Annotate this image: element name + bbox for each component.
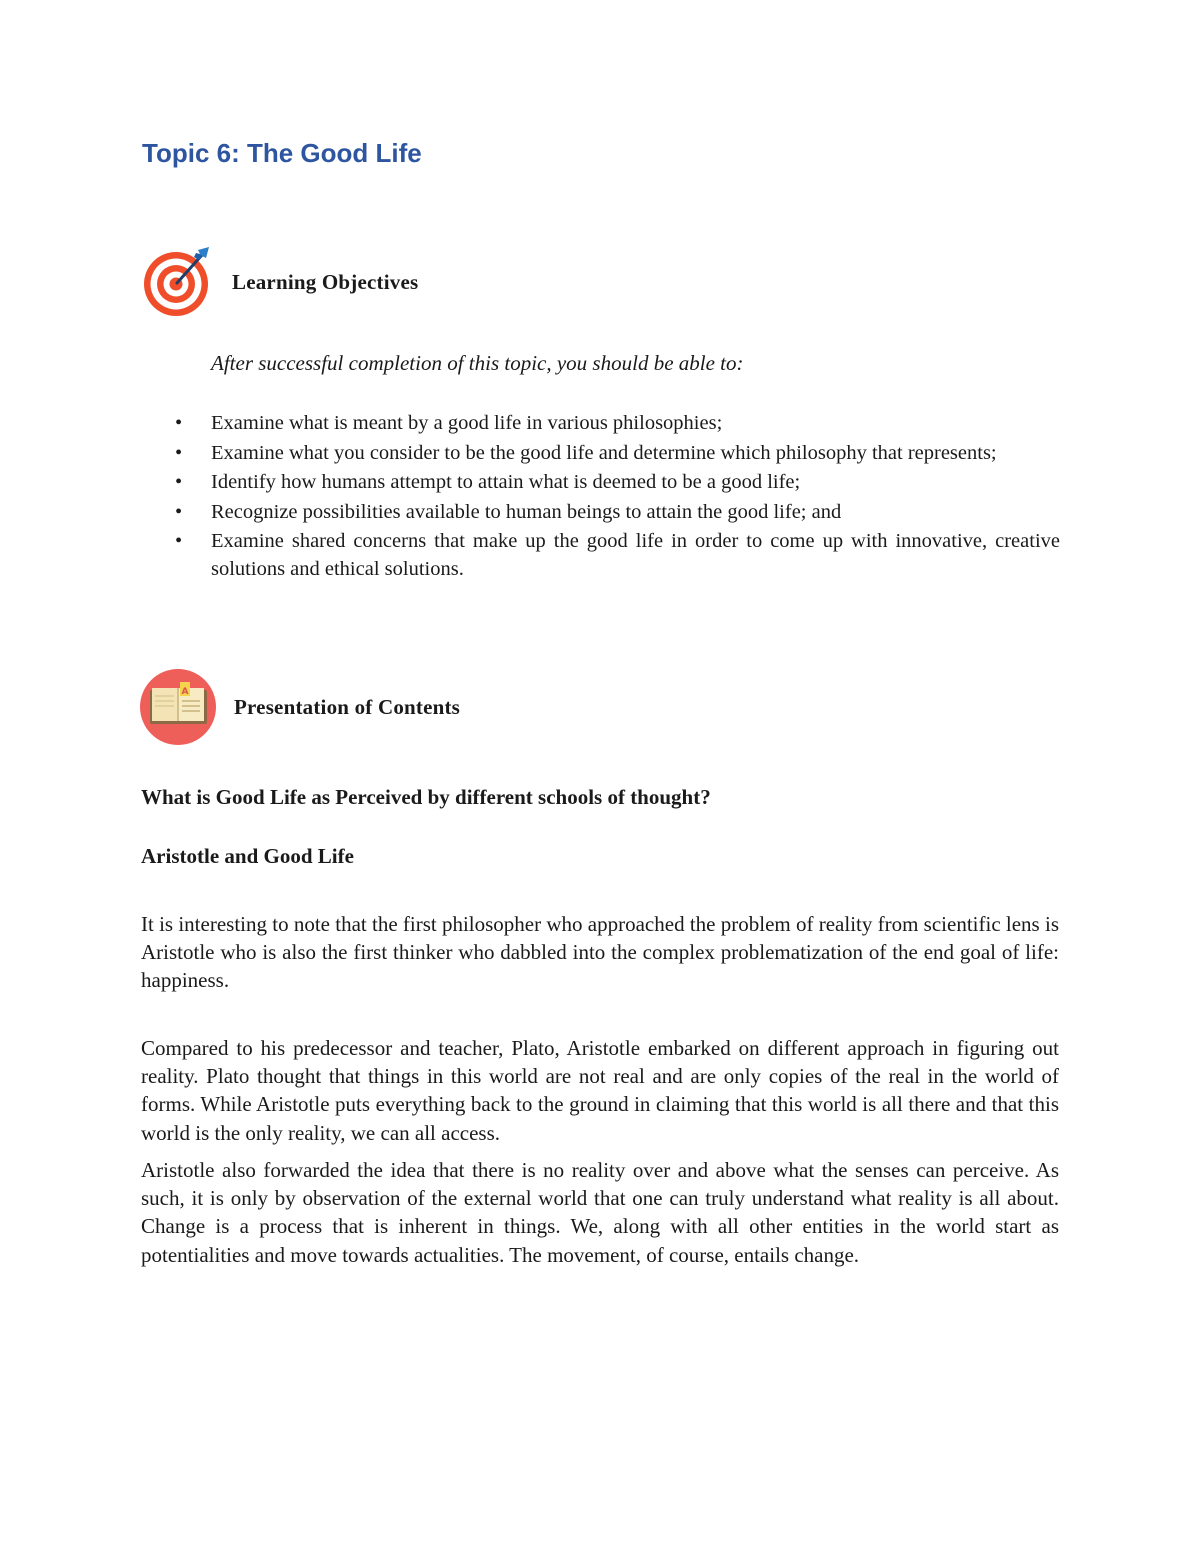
paragraph: Compared to his predecessor and teacher, Plato, Aristotle embarked on different approach in figuring out reality. Plato thought that things in this world are not real and are only copies of the real in the world of forms. While Aristotle puts everything back to the ground in claiming that this world is all there and that this world is the only reality, we can all access. [141, 1036, 1059, 1145]
presentation-header [140, 668, 460, 746]
section-question: What is Good Life as Perceived by different schools of thought? [141, 785, 711, 809]
list-item [175, 498, 1060, 526]
objective-text: Recognize possibilities available to human beings to attain the good life; and [211, 500, 842, 523]
paragraph: Aristotle also forwarded the idea that there is no reality over and above what the senses can perceive. As such, it is only by observation of the external world that one can truly understand what reality is all about. Change is a process that is inherent in things. We, along with all other entities in the world start as potentialities and move towards actualities. The movement, of course, entails change. [141, 1158, 1059, 1267]
objective-text: Identify how humans attempt to attain what is deemed to be a good life; [211, 471, 801, 493]
list-item [175, 527, 1060, 583]
section-subheading: Aristotle and Good Life [141, 844, 354, 868]
paragraph: It is interesting to note that the first philosopher who approached the problem of reality from scientific lens is Aristotle who is also the first thinker who dabbled into the complex problematization of the end goal of life: happiness. [141, 912, 1059, 993]
objective-text: Examine what you consider to be the good life and determine which philosophy that represents; [211, 441, 997, 464]
target-icon [140, 244, 216, 320]
objectives-list [175, 409, 1060, 585]
objectives-intro: After successful completion of this topic, you should be able to: [211, 351, 744, 375]
bullet: • [175, 500, 183, 523]
list-item [175, 468, 1060, 496]
bullet: • [175, 530, 183, 552]
bullet: • [175, 441, 183, 464]
learning-objectives-header [140, 244, 418, 320]
objective-text: Examine what is meant by a good life in various philosophies; [211, 412, 723, 434]
learning-objectives-heading: Learning Objectives [232, 269, 419, 294]
bullet: • [175, 471, 183, 493]
objective-text: Examine shared concerns that make up the good life in order to come up with innovative, creative solutions and ethical solutions. [211, 530, 1060, 580]
list-item [175, 409, 1060, 437]
book-icon-letter: A [181, 687, 189, 697]
bullet: • [175, 412, 183, 434]
presentation-heading: Presentation of Contents [234, 694, 461, 719]
list-item [175, 439, 1060, 467]
page-title: Topic 6: The Good Life [142, 138, 422, 168]
book-icon [140, 668, 218, 746]
